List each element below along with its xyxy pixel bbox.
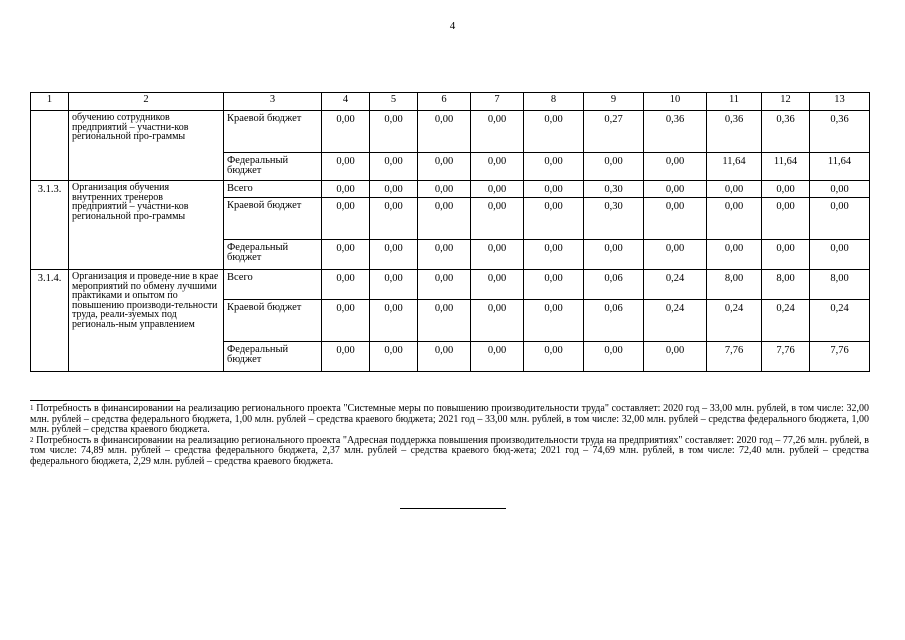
value-cell: 8,00 — [762, 270, 810, 300]
value-cell: 0,00 — [810, 240, 870, 270]
value-cell: 11,64 — [810, 153, 870, 181]
footnote-mark: 1 — [30, 404, 34, 412]
footnote-separator — [30, 400, 180, 401]
value-cell: 0,00 — [524, 342, 584, 372]
column-header: 1 — [31, 93, 69, 111]
column-header: 7 — [471, 93, 524, 111]
value-cell: 0,00 — [418, 198, 471, 240]
value-cell: 0,00 — [471, 240, 524, 270]
value-cell: 0,00 — [471, 198, 524, 240]
value-cell: 0,00 — [322, 111, 370, 153]
value-cell: 0,00 — [810, 181, 870, 198]
value-cell: 0,00 — [524, 198, 584, 240]
column-header: 12 — [762, 93, 810, 111]
funding-source: Всего — [224, 270, 322, 300]
footnotes — [30, 400, 869, 467]
value-cell: 0,00 — [418, 270, 471, 300]
table-row — [31, 270, 870, 300]
column-header: 2 — [69, 93, 224, 111]
column-header: 11 — [707, 93, 762, 111]
value-cell: 0,00 — [322, 181, 370, 198]
item-code: 3.1.3. — [31, 181, 69, 270]
value-cell: 0,00 — [471, 342, 524, 372]
end-separator — [400, 508, 506, 509]
funding-source: Федеральный бюджет — [224, 342, 322, 372]
value-cell: 0,36 — [644, 111, 707, 153]
value-cell: 0,00 — [644, 342, 707, 372]
value-cell: 0,30 — [584, 198, 644, 240]
value-cell: 0,00 — [370, 240, 418, 270]
value-cell: 0,00 — [471, 153, 524, 181]
value-cell: 0,00 — [370, 153, 418, 181]
value-cell: 0,30 — [584, 181, 644, 198]
table-row — [31, 111, 870, 153]
value-cell: 0,00 — [471, 181, 524, 198]
footnote-2 — [30, 436, 869, 468]
value-cell: 7,76 — [762, 342, 810, 372]
column-header: 5 — [370, 93, 418, 111]
item-description: обучению сотрудников предприятий – участни-ков региональной про-граммы — [69, 111, 224, 181]
value-cell: 0,00 — [322, 153, 370, 181]
value-cell: 0,00 — [370, 111, 418, 153]
value-cell: 0,24 — [810, 300, 870, 342]
funding-source: Федеральный бюджет — [224, 240, 322, 270]
funding-source: Краевой бюджет — [224, 300, 322, 342]
value-cell: 0,00 — [322, 300, 370, 342]
value-cell: 0,00 — [370, 198, 418, 240]
value-cell: 0,00 — [524, 270, 584, 300]
value-cell: 0,00 — [524, 111, 584, 153]
value-cell: 0,00 — [471, 270, 524, 300]
funding-source: Краевой бюджет — [224, 198, 322, 240]
value-cell: 0,00 — [418, 300, 471, 342]
value-cell: 0,00 — [370, 270, 418, 300]
value-cell: 0,00 — [418, 342, 471, 372]
item-code — [31, 111, 69, 181]
value-cell: 0,00 — [707, 240, 762, 270]
value-cell: 0,00 — [524, 240, 584, 270]
value-cell: 0,24 — [762, 300, 810, 342]
value-cell: 0,00 — [418, 111, 471, 153]
column-header: 13 — [810, 93, 870, 111]
value-cell: 0,00 — [584, 153, 644, 181]
footnote-mark: 2 — [30, 435, 34, 444]
value-cell: 0,00 — [584, 342, 644, 372]
value-cell: 0,00 — [644, 198, 707, 240]
value-cell: 0,00 — [471, 111, 524, 153]
value-cell: 0,00 — [524, 153, 584, 181]
header-row — [31, 93, 870, 111]
value-cell: 0,06 — [584, 300, 644, 342]
value-cell: 0,36 — [810, 111, 870, 153]
value-cell: 0,00 — [762, 198, 810, 240]
value-cell: 0,24 — [644, 300, 707, 342]
value-cell: 0,06 — [584, 270, 644, 300]
value-cell: 0,00 — [644, 153, 707, 181]
value-cell: 0,00 — [762, 181, 810, 198]
value-cell: 0,00 — [644, 181, 707, 198]
table-row — [31, 181, 870, 198]
column-header: 4 — [322, 93, 370, 111]
column-header: 6 — [418, 93, 471, 111]
value-cell: 0,00 — [584, 240, 644, 270]
value-cell: 7,76 — [810, 342, 870, 372]
value-cell: 0,00 — [644, 240, 707, 270]
funding-source: Краевой бюджет — [224, 111, 322, 153]
value-cell: 7,76 — [707, 342, 762, 372]
value-cell: 11,64 — [762, 153, 810, 181]
value-cell: 0,00 — [524, 300, 584, 342]
value-cell: 0,36 — [762, 111, 810, 153]
value-cell: 0,27 — [584, 111, 644, 153]
value-cell: 0,00 — [524, 181, 584, 198]
footnote-text: Потребность в финансировании на реализацию регионального проекта "Адресная поддержка повышения производительности труда на предприятиях" составляет: 2020 год – 77,26 млн. рублей, в том числе: 74,89 млн. рублей – средства федерального бюджета, 2,37 млн. рублей – средства краевого бюд-жета; 2021 год – 74,69 млн. рублей, в том числе: 72,40 млн. рублей – средства федерального бюджета, 2,29 млн. рублей – средства краевого бюджета. — [30, 434, 869, 467]
column-header: 3 — [224, 93, 322, 111]
value-cell: 8,00 — [810, 270, 870, 300]
value-cell: 0,00 — [322, 198, 370, 240]
value-cell: 0,00 — [322, 342, 370, 372]
item-description: Организация обучения внутренних тренеров предприятий – участни-ков региональной про-граммы — [69, 181, 224, 270]
value-cell: 0,24 — [707, 300, 762, 342]
value-cell: 0,00 — [707, 181, 762, 198]
value-cell: 0,00 — [370, 300, 418, 342]
value-cell: 0,00 — [322, 270, 370, 300]
value-cell: 11,64 — [707, 153, 762, 181]
item-description: Организация и проведе-ние в крае мероприятий по обмену лучшими практиками и опытом по повышению производи-тельности труда, реали-зуемых под региональ-ным управлением — [69, 270, 224, 372]
footnote-1 — [30, 404, 869, 436]
funding-source: Всего — [224, 181, 322, 198]
column-header: 8 — [524, 93, 584, 111]
value-cell: 0,24 — [644, 270, 707, 300]
column-header: 9 — [584, 93, 644, 111]
funding-source: Федеральный бюджет — [224, 153, 322, 181]
footnote-text: Потребность в финансировании на реализацию регионального проекта "Системные меры по повышению производительности труда" составляет: 2020 год – 33,00 млн. рублей, в том числе: 32,00 млн. рублей – средства федерального бюджета, 1,00 млн. рублей – средства краевого бюджета; 2021 год – 33,00 млн. рублей, в том числе: 32,00 млн. рублей – средства федерального бюджета, 1,00 млн. рублей – средства краевого бюджета. — [30, 403, 869, 435]
page-number: 4 — [449, 20, 456, 32]
column-header: 10 — [644, 93, 707, 111]
value-cell: 8,00 — [707, 270, 762, 300]
value-cell: 0,00 — [810, 198, 870, 240]
value-cell: 0,00 — [322, 240, 370, 270]
value-cell: 0,00 — [707, 198, 762, 240]
value-cell: 0,00 — [418, 181, 471, 198]
value-cell: 0,00 — [471, 300, 524, 342]
budget-table — [30, 92, 870, 372]
value-cell: 0,00 — [418, 240, 471, 270]
value-cell: 0,00 — [418, 153, 471, 181]
value-cell: 0,00 — [762, 240, 810, 270]
value-cell: 0,00 — [370, 181, 418, 198]
value-cell: 0,00 — [370, 342, 418, 372]
item-code: 3.1.4. — [31, 270, 69, 372]
value-cell: 0,36 — [707, 111, 762, 153]
